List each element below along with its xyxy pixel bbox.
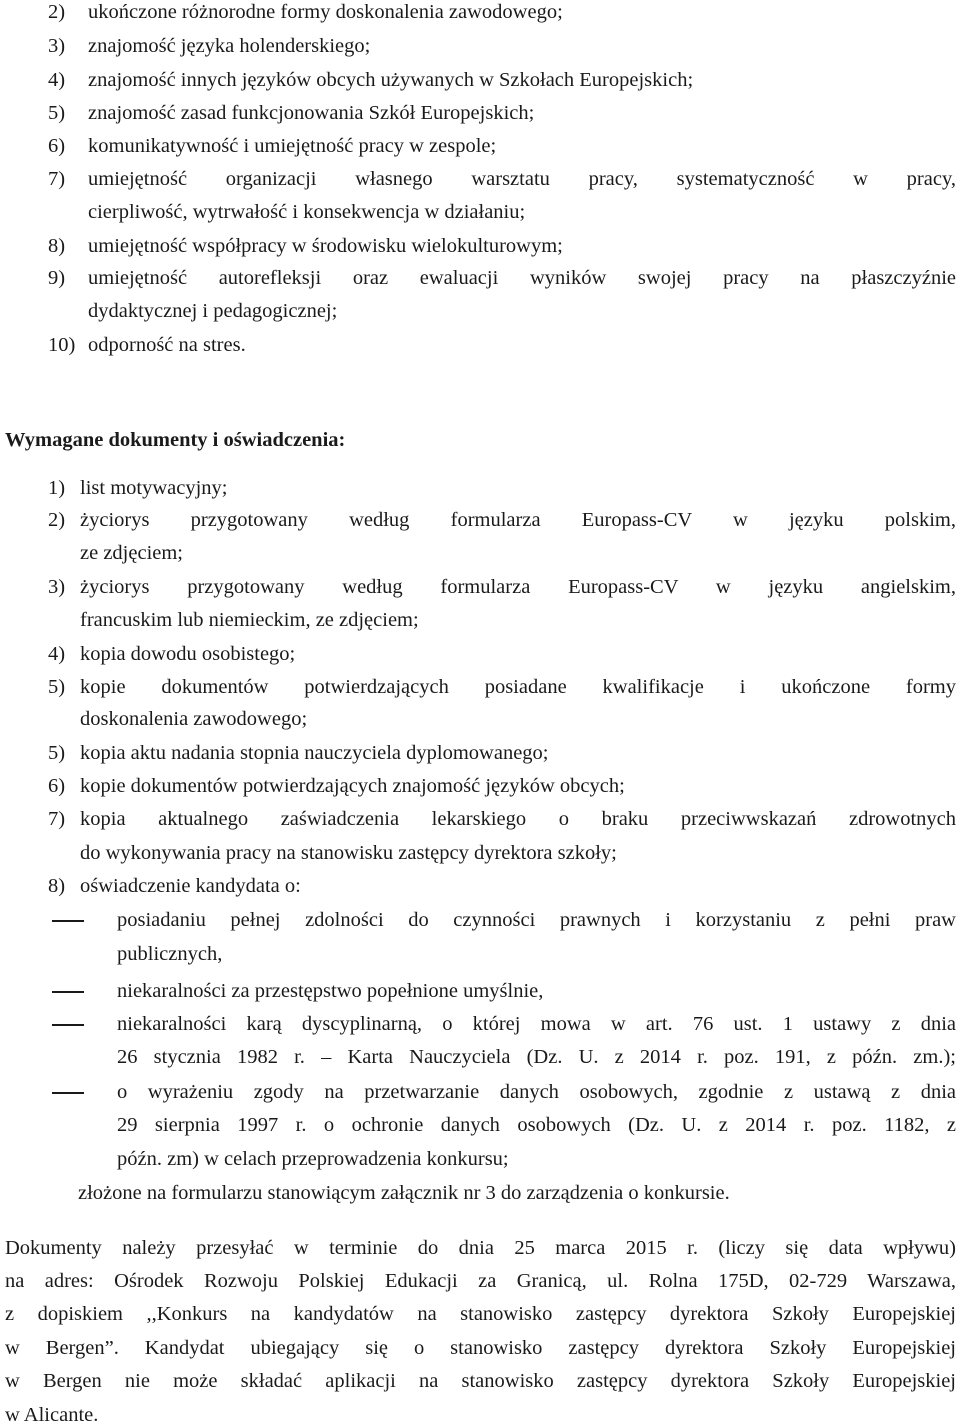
list-item-number: 1): [48, 477, 66, 499]
list-item-text: francuskim lub niemieckim, ze zdjęciem;: [80, 609, 419, 631]
list-item-text: znajomość innych języków obcych używanych w Szkołach Europejskich;: [88, 69, 694, 91]
list-item-number: 2): [48, 1, 66, 23]
list-item-text: życiorys przygotowany według formularza Europass-CV w języku angielskim,: [80, 576, 956, 598]
declaration-text: 29 sierpnia 1997 r. o ochronie danych osobowych (Dz. U. z 2014 r. poz. 1182, z: [117, 1114, 956, 1136]
list-item-text: ze zdjęciem;: [80, 542, 184, 564]
closing-paragraph-line: w Bergen nie może składać aplikacji na stanowisko zastępcy dyrektora Szkoły Europejskiej: [5, 1370, 956, 1392]
list-item-text: doskonalenia zawodowego;: [80, 708, 308, 730]
list-item-text: kopie dokumentów potwierdzających znajomość języków obcych;: [80, 775, 625, 797]
list-item-text: cierpliwość, wytrwałość i konsekwencja w działaniu;: [88, 201, 526, 223]
list-item-number: 4): [48, 69, 66, 91]
list-item-text: do wykonywania pracy na stanowisku zastępcy dyrektora szkoły;: [80, 842, 617, 864]
declaration-text: o wyrażeniu zgody na przetwarzanie danych osobowych, zgodnie z ustawą z dnia: [117, 1081, 956, 1103]
bullet-dash-icon: [52, 920, 84, 922]
list-item-number: 5): [48, 742, 66, 764]
list-item-text: umiejętność organizacji własnego warsztatu pracy, systematyczność w pracy,: [88, 168, 956, 190]
declaration-text: posiadaniu pełnej zdolności do czynności prawnych i korzystaniu z pełni praw: [117, 909, 956, 931]
closing-paragraph-line: w Bergen”. Kandydat ubiegający się o stanowisko zastępcy dyrektora Szkoły Europejskiej: [5, 1337, 956, 1359]
form-note: złożone na formularzu stanowiącym załącznik nr 3 do zarządzenia o konkursie.: [78, 1182, 730, 1204]
list-item-number: 5): [48, 676, 66, 698]
list-item-number: 4): [48, 643, 66, 665]
list-item-text: umiejętność współpracy w środowisku wielokulturowym;: [88, 235, 563, 257]
declaration-text: niekaralności karą dyscyplinarną, o której mowa w art. 76 ust. 1 ustawy z dnia: [117, 1013, 956, 1035]
declaration-text: niekaralności za przestępstwo popełnione umyślnie,: [117, 980, 544, 1002]
list-item-number: 9): [48, 267, 66, 289]
list-item-number: 7): [48, 808, 66, 830]
list-item-number: 3): [48, 576, 66, 598]
list-item-text: kopia dowodu osobistego;: [80, 643, 296, 665]
declaration-text: publicznych,: [117, 943, 223, 965]
list-item-text: znajomość zasad funkcjonowania Szkół Europejskich;: [88, 102, 535, 124]
closing-paragraph-line: na adres: Ośrodek Rozwoju Polskiej Edukacji za Granicą, ul. Rolna 175D, 02-729 Warszawa,: [5, 1270, 956, 1292]
bullet-dash-icon: [52, 991, 84, 993]
list-item-number: 2): [48, 509, 66, 531]
list-item-number: 5): [48, 102, 66, 124]
declaration-text: późn. zm) w celach przeprowadzenia konkursu;: [117, 1148, 509, 1170]
list-item-number: 7): [48, 168, 66, 190]
list-item-text: list motywacyjny;: [80, 477, 228, 499]
list-item-text: odporność na stres.: [88, 334, 246, 356]
list-item-text: komunikatywność i umiejętność pracy w zespole;: [88, 135, 497, 157]
list-item-text: umiejętność autorefleksji oraz ewaluacji wyników swojej pracy na płaszczyźnie: [88, 267, 956, 289]
list-item-number: 6): [48, 135, 66, 157]
list-item-text: znajomość języka holenderskiego;: [88, 35, 371, 57]
section-heading: Wymagane dokumenty i oświadczenia:: [5, 429, 346, 451]
list-item-text: kopie dokumentów potwierdzających posiadane kwalifikacje i ukończone formy: [80, 676, 956, 698]
list-item-text: oświadczenie kandydata o:: [80, 875, 301, 897]
declaration-text: 26 stycznia 1982 r. – Karta Nauczyciela (Dz. U. z 2014 r. poz. 191, z późn. zm.);: [117, 1046, 956, 1068]
list-item-number: 6): [48, 775, 66, 797]
list-item-number: 10): [48, 334, 76, 356]
list-item-text: ukończone różnorodne formy doskonalenia zawodowego;: [88, 1, 563, 23]
list-item-number: 8): [48, 875, 66, 897]
closing-paragraph-line: w Alicante.: [5, 1404, 99, 1426]
list-item-text: życiorys przygotowany według formularza Europass-CV w języku polskim,: [80, 509, 956, 531]
closing-paragraph-line: z dopiskiem ,,Konkurs na kandydatów na stanowisko zastępcy dyrektora Szkoły Europejskiej: [5, 1303, 956, 1325]
list-item-text: dydaktycznej i pedagogicznej;: [88, 300, 338, 322]
list-item-text: kopia aktu nadania stopnia nauczyciela dyplomowanego;: [80, 742, 549, 764]
bullet-dash-icon: [52, 1092, 84, 1094]
closing-paragraph-line: Dokumenty należy przesyłać w terminie do dnia 25 marca 2015 r. (liczy się data wpływu): [5, 1237, 956, 1259]
list-item-number: 3): [48, 35, 66, 57]
list-item-text: kopia aktualnego zaświadczenia lekarskiego o braku przeciwwskazań zdrowotnych: [80, 808, 956, 830]
list-item-number: 8): [48, 235, 66, 257]
bullet-dash-icon: [52, 1024, 84, 1026]
